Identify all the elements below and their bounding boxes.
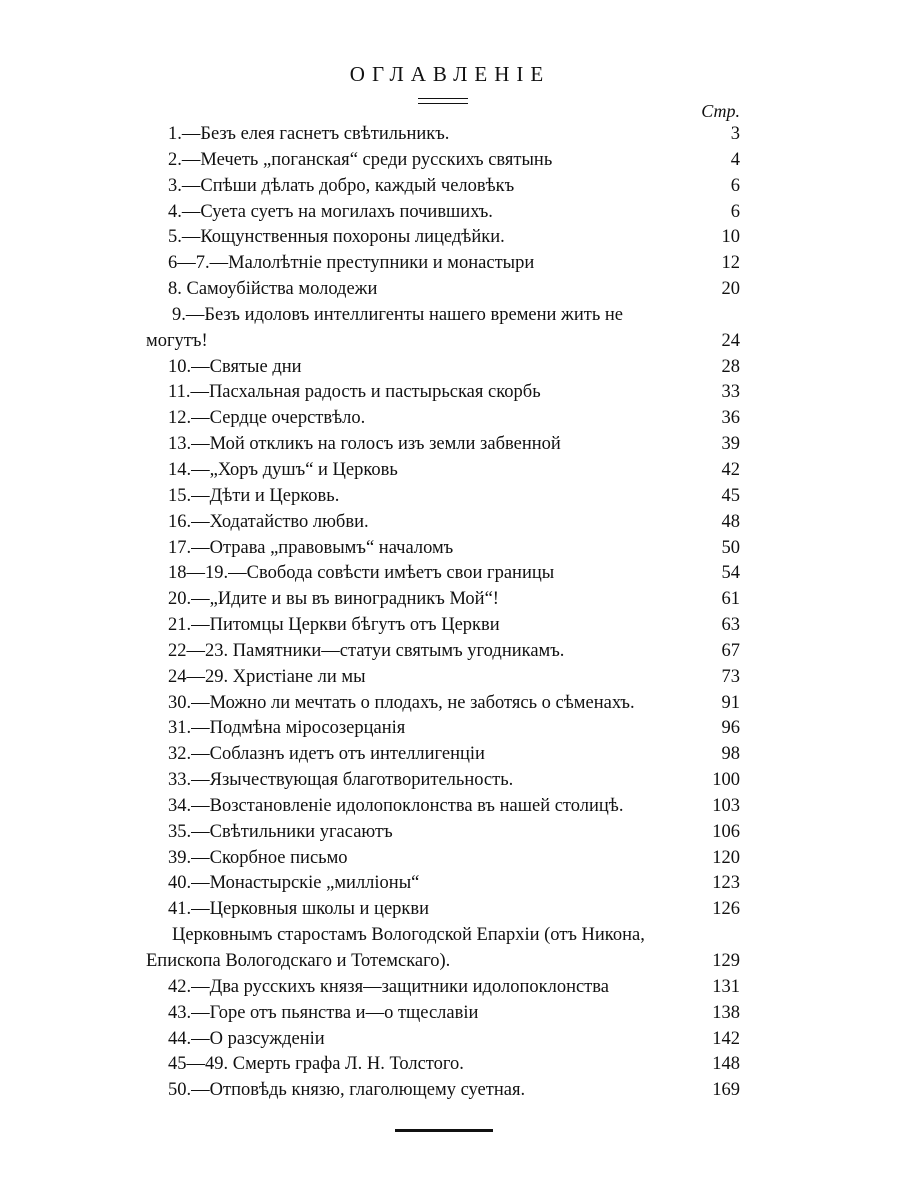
entry-page: 39 (721, 434, 740, 455)
entry-title: 24—29. Христіане ли мы (168, 666, 366, 687)
entry-title: 20.—„Идите и вы въ виноградникъ Мой“! (168, 589, 499, 610)
entry-page: 61 (721, 589, 740, 610)
entry-title: 34.—Возстановленіе идолопоклонства въ нашей столицѣ. (168, 795, 624, 816)
entry-page: 100 (712, 770, 740, 791)
entry-page: 96 (721, 718, 740, 739)
entry-page: 42 (721, 459, 740, 480)
entry-page: 6 (730, 201, 740, 222)
entry-title: могутъ! (146, 330, 208, 351)
entry-title: 44.—О разсужденіи (168, 1028, 325, 1049)
entry-title: 9.—Безъ идоловъ интеллигенты нашего времени жить не (172, 304, 623, 325)
entry-page: 123 (712, 873, 740, 894)
toc-entry (0, 975, 900, 1001)
entry-page: 28 (721, 356, 740, 377)
toc-entry (0, 1001, 900, 1027)
entry-page: 24 (721, 330, 740, 351)
toc-entry (0, 355, 900, 381)
entry-title: 15.—Дѣти и Церковь. (168, 485, 340, 506)
entry-title: 11.—Пасхальная радость и пастырьская скорбь (168, 382, 541, 403)
entry-title: 43.—Горе отъ пьянства и—о тщеславіи (168, 1002, 479, 1023)
toc-entry (0, 380, 900, 406)
toc-entry (0, 871, 900, 897)
entry-page: 126 (712, 899, 740, 920)
title-double-rule (418, 98, 468, 104)
entry-title: 39.—Скорбное письмо (168, 847, 348, 868)
entry-page: 10 (721, 227, 740, 248)
entry-page: 91 (721, 692, 740, 713)
toc-entry-continuation (0, 329, 900, 355)
bottom-rule (395, 1129, 493, 1132)
entry-page: 54 (721, 563, 740, 584)
toc-entry (0, 1078, 900, 1104)
toc-entry (0, 716, 900, 742)
toc-entry-continuation (0, 949, 900, 975)
entry-title: 18—19.—Свобода совѣсти имѣетъ свои границы (168, 563, 555, 584)
toc-entry (0, 846, 900, 872)
entry-page: 73 (721, 666, 740, 687)
entry-page: 131 (712, 976, 740, 997)
toc-entry (0, 510, 900, 536)
entry-title: 16.—Ходатайство любви. (168, 511, 369, 532)
entry-page: 3 (730, 124, 740, 144)
entry-page: 45 (721, 485, 740, 506)
entry-title: 13.—Мой откликъ на голосъ изъ земли забвенной (168, 434, 561, 455)
entry-page: 129 (712, 951, 740, 971)
page-title: ОГЛАВЛЕНІЕ (349, 62, 551, 86)
page-column-header: Стр. (701, 101, 740, 121)
entry-page: 6 (730, 175, 740, 196)
toc-entry (0, 277, 900, 303)
toc-entry (0, 251, 900, 277)
entry-title: 32.—Соблазнъ идетъ отъ интеллигенціи (168, 744, 485, 765)
entry-title: Церковнымъ старостамъ Вологодской Епархіи (отъ Никона, (172, 925, 645, 946)
toc-entry (0, 303, 900, 329)
entry-page: 50 (721, 537, 740, 558)
entry-title: 33.—Язычествующая благотворительность. (168, 770, 514, 791)
toc-entry (0, 200, 900, 226)
entry-page: 20 (721, 279, 740, 300)
entry-title: 21.—Питомцы Церкви бѣгутъ отъ Церкви (168, 615, 500, 636)
entry-title: 5.—Кощунственныя похороны лицедѣйки. (168, 227, 505, 248)
entry-title: 35.—Свѣтильники угасаютъ (168, 821, 393, 842)
entry-page: 98 (721, 744, 740, 765)
entry-page: 106 (712, 821, 740, 842)
entry-title: 42.—Два русскихъ князя—защитники идолопоклонства (168, 976, 609, 997)
entry-page: 36 (721, 408, 740, 429)
entry-title: 4.—Суета суетъ на могилахъ почившихъ. (168, 201, 493, 222)
toc-entry (0, 432, 900, 458)
toc-entry (0, 406, 900, 432)
toc-entry (0, 561, 900, 587)
toc-entry (0, 820, 900, 846)
entry-title: 41.—Церковныя школы и церкви (168, 899, 430, 920)
entry-page: 138 (712, 1002, 740, 1023)
toc-entry (0, 587, 900, 613)
entry-page: 4 (730, 149, 740, 170)
entry-title: 3.—Спѣши дѣлать добро, каждый человѣкъ (168, 175, 515, 196)
entry-page: 48 (721, 511, 740, 532)
entry-page: 120 (712, 847, 740, 868)
toc-entry (0, 742, 900, 768)
toc-entry (0, 794, 900, 820)
toc-entry (0, 536, 900, 562)
entry-title: 12.—Сердце очерствѣло. (168, 408, 366, 429)
toc-entry (0, 225, 900, 251)
entry-title: 31.—Подмѣна міросозерцанія (168, 718, 406, 739)
toc-entry (0, 665, 900, 691)
entry-page: 169 (712, 1080, 740, 1101)
entry-page: 33 (721, 382, 740, 403)
toc-entry (0, 458, 900, 484)
toc-entry (0, 1027, 900, 1053)
entry-title: 40.—Монастырскіе „милліоны“ (168, 873, 420, 894)
entry-title: 6—7.—Малолѣтніе преступники и монастыри (168, 253, 535, 274)
table-of-contents (0, 122, 900, 1104)
entry-page: 103 (712, 795, 740, 816)
toc-entry (0, 122, 900, 148)
toc-entry (0, 768, 900, 794)
entry-page: 148 (712, 1054, 740, 1075)
entry-page: 67 (721, 640, 740, 661)
toc-entry (0, 613, 900, 639)
toc-entry (0, 923, 900, 949)
toc-entry (0, 1052, 900, 1078)
entry-title: 45—49. Смерть графа Л. Н. Толстого. (168, 1054, 464, 1075)
toc-entry (0, 148, 900, 174)
entry-title: 1.—Безъ елея гаснетъ свѣтильникъ. (168, 124, 450, 144)
entry-title: 22—23. Памятники—статуи святымъ угодникамъ. (168, 640, 565, 661)
entry-title: Епископа Вологодскаго и Тотемскаго). (146, 951, 451, 971)
entry-page: 63 (721, 615, 740, 636)
entry-title: 10.—Святые дни (168, 356, 302, 377)
entry-title: 14.—„Хоръ душъ“ и Церковь (168, 459, 398, 480)
toc-entry (0, 484, 900, 510)
entry-page: 12 (721, 253, 740, 274)
toc-entry (0, 691, 900, 717)
entry-title: 17.—Отрава „правовымъ“ началомъ (168, 537, 454, 558)
entry-title: 50.—Отповѣдь князю, глаголющему суетная. (168, 1080, 526, 1101)
entry-title: 30.—Можно ли мечтать о плодахъ, не заботясь о сѣменахъ. (168, 692, 635, 713)
toc-entry (0, 174, 900, 200)
entry-title: 2.—Мечеть „поганская“ среди русскихъ святынь (168, 149, 553, 170)
entry-title: 8. Самоубійства молодежи (168, 279, 378, 300)
toc-entry (0, 897, 900, 923)
toc-entry (0, 639, 900, 665)
entry-page: 142 (712, 1028, 740, 1049)
